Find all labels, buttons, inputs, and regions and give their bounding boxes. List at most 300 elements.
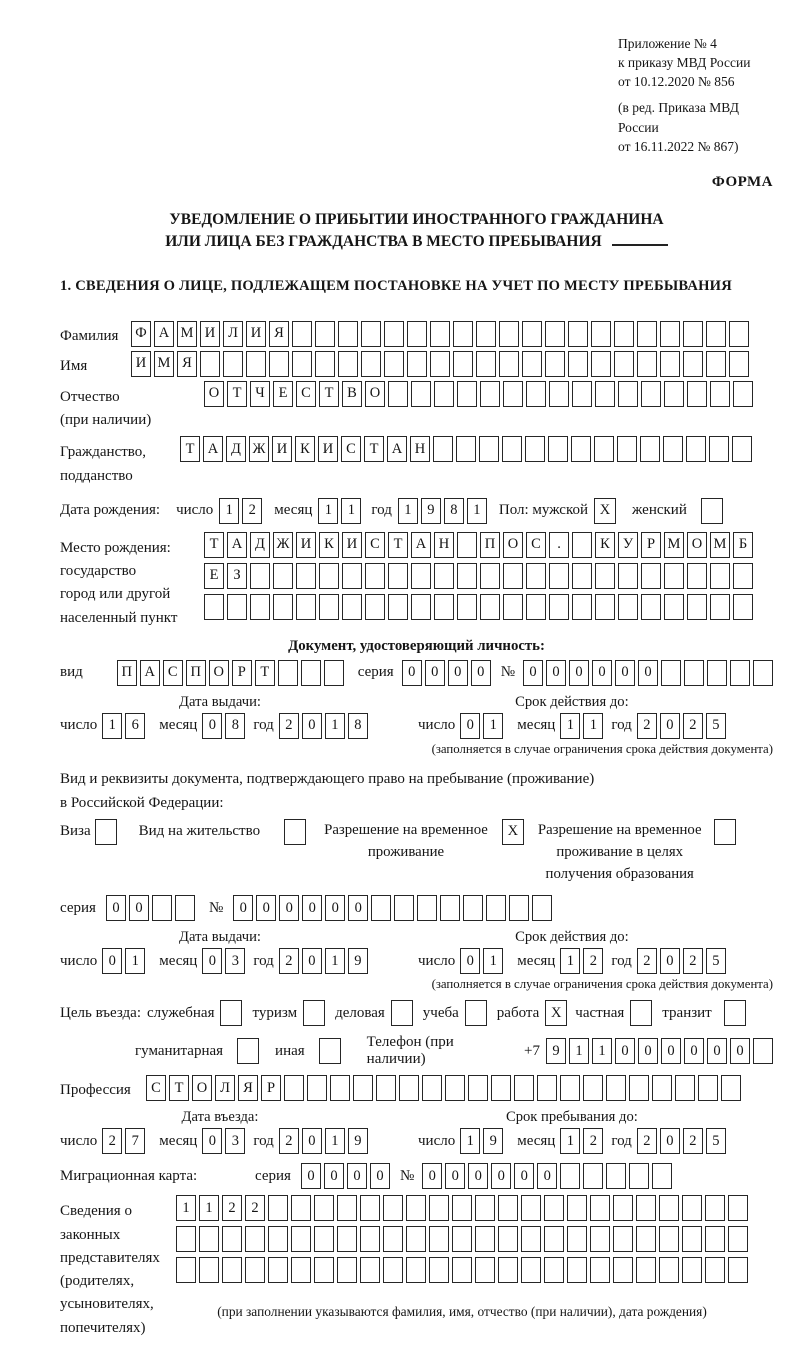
char-cell[interactable] [705,1226,725,1252]
char-cell[interactable] [227,594,247,620]
char-cell[interactable]: 0 [256,895,276,921]
char-cell[interactable]: Н [410,436,430,462]
char-cell[interactable]: 2 [583,948,603,974]
char-cell[interactable] [705,1257,725,1283]
char-cell[interactable] [479,436,499,462]
char-cell[interactable] [445,1075,465,1101]
char-cell[interactable]: 8 [225,713,245,739]
char-cell[interactable]: Т [227,381,247,407]
char-cell[interactable]: Ф [131,321,151,347]
char-cell[interactable] [429,1257,449,1283]
char-cell[interactable] [476,321,496,347]
char-cell[interactable]: 2 [222,1195,242,1221]
char-cell[interactable] [491,1075,511,1101]
char-cell[interactable]: 0 [460,948,480,974]
char-cell[interactable] [406,1226,426,1252]
char-cell[interactable] [503,563,523,589]
char-cell[interactable] [284,1075,304,1101]
char-cell[interactable] [753,1038,773,1064]
char-cell[interactable]: 1 [325,713,345,739]
char-cell[interactable]: 0 [348,895,368,921]
char-cell[interactable] [452,1226,472,1252]
char-cell[interactable]: Л [223,321,243,347]
char-cell[interactable] [698,1075,718,1101]
char-cell[interactable]: О [503,532,523,558]
char-cell[interactable]: 0 [638,1038,658,1064]
char-cell[interactable]: 0 [661,1038,681,1064]
char-cell[interactable] [733,594,753,620]
char-cell[interactable] [572,381,592,407]
char-cell[interactable]: 0 [129,895,149,921]
char-cell[interactable]: И [318,436,338,462]
char-cell[interactable] [503,381,523,407]
char-cell[interactable] [618,594,638,620]
char-cell[interactable] [537,1075,557,1101]
char-cell[interactable] [476,351,496,377]
char-cell[interactable] [291,1257,311,1283]
char-cell[interactable] [641,594,661,620]
char-cell[interactable] [434,594,454,620]
char-cell[interactable]: 1 [341,498,361,524]
char-cell[interactable]: 0 [615,1038,635,1064]
char-cell[interactable]: Ж [249,436,269,462]
char-cell[interactable] [457,594,477,620]
char-cell[interactable]: Т [204,532,224,558]
char-cell[interactable] [525,436,545,462]
char-cell[interactable] [376,1075,396,1101]
char-cell[interactable]: 1 [325,1128,345,1154]
char-cell[interactable]: И [200,321,220,347]
char-cell[interactable] [590,1257,610,1283]
char-cell[interactable]: 2 [245,1195,265,1221]
char-cell[interactable] [176,1226,196,1252]
char-cell[interactable]: X [502,819,524,845]
char-cell[interactable] [292,351,312,377]
char-cell[interactable] [544,1195,564,1221]
char-cell[interactable]: 0 [302,895,322,921]
char-cell[interactable] [200,351,220,377]
char-cell[interactable] [465,1000,487,1026]
char-cell[interactable] [733,563,753,589]
char-cell[interactable] [545,321,565,347]
char-cell[interactable] [475,1226,495,1252]
char-cell[interactable] [636,1226,656,1252]
char-cell[interactable]: 2 [637,948,657,974]
char-cell[interactable]: 1 [176,1195,196,1221]
char-cell[interactable] [452,1195,472,1221]
char-cell[interactable] [430,351,450,377]
char-cell[interactable] [273,563,293,589]
char-cell[interactable]: З [227,563,247,589]
char-cell[interactable] [705,1195,725,1221]
char-cell[interactable] [682,1195,702,1221]
char-cell[interactable] [457,532,477,558]
char-cell[interactable] [411,381,431,407]
char-cell[interactable]: 1 [125,948,145,974]
char-cell[interactable] [636,1195,656,1221]
char-cell[interactable] [606,1163,626,1189]
char-cell[interactable] [568,321,588,347]
char-cell[interactable] [560,1163,580,1189]
char-cell[interactable] [714,819,736,845]
char-cell[interactable] [342,563,362,589]
char-cell[interactable]: 1 [102,713,122,739]
char-cell[interactable] [687,594,707,620]
char-cell[interactable] [594,436,614,462]
char-cell[interactable]: 8 [348,713,368,739]
char-cell[interactable]: 0 [422,1163,442,1189]
char-cell[interactable]: 0 [106,895,126,921]
char-cell[interactable] [521,1226,541,1252]
char-cell[interactable]: 0 [660,1128,680,1154]
char-cell[interactable]: О [687,532,707,558]
char-cell[interactable] [152,895,172,921]
char-cell[interactable] [660,321,680,347]
char-cell[interactable] [273,594,293,620]
char-cell[interactable] [548,436,568,462]
char-cell[interactable] [682,1257,702,1283]
char-cell[interactable]: Ж [273,532,293,558]
char-cell[interactable] [246,351,266,377]
char-cell[interactable] [618,381,638,407]
char-cell[interactable]: 0 [468,1163,488,1189]
char-cell[interactable] [361,321,381,347]
char-cell[interactable] [360,1257,380,1283]
char-cell[interactable] [522,321,542,347]
char-cell[interactable]: К [319,532,339,558]
char-cell[interactable]: 0 [569,660,589,686]
char-cell[interactable] [268,1195,288,1221]
char-cell[interactable]: 2 [279,713,299,739]
char-cell[interactable]: А [227,532,247,558]
char-cell[interactable] [353,1075,373,1101]
char-cell[interactable]: С [365,532,385,558]
char-cell[interactable]: 0 [592,660,612,686]
char-cell[interactable]: 0 [325,895,345,921]
char-cell[interactable]: О [209,660,229,686]
char-cell[interactable] [296,594,316,620]
char-cell[interactable]: X [545,1000,567,1026]
char-cell[interactable] [434,381,454,407]
char-cell[interactable] [583,1075,603,1101]
char-cell[interactable] [664,594,684,620]
char-cell[interactable]: Т [180,436,200,462]
char-cell[interactable] [220,1000,242,1026]
char-cell[interactable] [664,563,684,589]
char-cell[interactable] [384,351,404,377]
char-cell[interactable] [549,381,569,407]
char-cell[interactable]: И [272,436,292,462]
char-cell[interactable]: Ч [250,381,270,407]
char-cell[interactable] [411,563,431,589]
char-cell[interactable]: 0 [660,948,680,974]
char-cell[interactable]: 1 [199,1195,219,1221]
char-cell[interactable] [753,660,773,686]
char-cell[interactable] [613,1195,633,1221]
char-cell[interactable] [532,895,552,921]
char-cell[interactable]: 1 [560,713,580,739]
char-cell[interactable]: 0 [707,1038,727,1064]
char-cell[interactable]: 1 [583,713,603,739]
char-cell[interactable]: С [163,660,183,686]
char-cell[interactable]: 0 [202,1128,222,1154]
char-cell[interactable]: 0 [638,660,658,686]
char-cell[interactable]: 9 [546,1038,566,1064]
char-cell[interactable] [319,594,339,620]
char-cell[interactable] [545,351,565,377]
char-cell[interactable]: 1 [325,948,345,974]
char-cell[interactable] [411,594,431,620]
char-cell[interactable] [268,1257,288,1283]
char-cell[interactable] [338,351,358,377]
char-cell[interactable]: А [154,321,174,347]
char-cell[interactable]: 9 [421,498,441,524]
char-cell[interactable] [314,1257,334,1283]
char-cell[interactable] [95,819,117,845]
char-cell[interactable] [383,1257,403,1283]
char-cell[interactable] [407,321,427,347]
char-cell[interactable] [278,660,298,686]
char-cell[interactable] [591,351,611,377]
char-cell[interactable] [388,381,408,407]
char-cell[interactable] [544,1226,564,1252]
char-cell[interactable]: 1 [483,948,503,974]
char-cell[interactable] [337,1226,357,1252]
char-cell[interactable] [337,1257,357,1283]
char-cell[interactable] [659,1226,679,1252]
char-cell[interactable]: 2 [102,1128,122,1154]
char-cell[interactable] [560,1075,580,1101]
char-cell[interactable]: Т [388,532,408,558]
char-cell[interactable] [175,895,195,921]
char-cell[interactable] [429,1195,449,1221]
char-cell[interactable] [613,1226,633,1252]
char-cell[interactable] [307,1075,327,1101]
char-cell[interactable] [659,1195,679,1221]
char-cell[interactable]: 0 [730,1038,750,1064]
char-cell[interactable]: И [131,351,151,377]
char-cell[interactable] [456,436,476,462]
char-cell[interactable]: Я [177,351,197,377]
char-cell[interactable]: И [342,532,362,558]
char-cell[interactable] [710,563,730,589]
char-cell[interactable]: М [177,321,197,347]
char-cell[interactable]: 1 [467,498,487,524]
char-cell[interactable] [706,351,726,377]
char-cell[interactable]: 1 [569,1038,589,1064]
char-cell[interactable] [521,1257,541,1283]
char-cell[interactable]: С [146,1075,166,1101]
char-cell[interactable] [728,1257,748,1283]
char-cell[interactable]: О [204,381,224,407]
char-cell[interactable]: Л [215,1075,235,1101]
char-cell[interactable] [509,895,529,921]
char-cell[interactable]: Н [434,532,454,558]
char-cell[interactable]: 0 [514,1163,534,1189]
char-cell[interactable] [572,594,592,620]
char-cell[interactable] [728,1195,748,1221]
char-cell[interactable] [319,563,339,589]
char-cell[interactable] [710,594,730,620]
char-cell[interactable]: 0 [279,895,299,921]
char-cell[interactable]: 0 [302,1128,322,1154]
char-cell[interactable] [204,594,224,620]
char-cell[interactable]: Д [250,532,270,558]
char-cell[interactable]: М [710,532,730,558]
char-cell[interactable] [590,1226,610,1252]
char-cell[interactable] [707,660,727,686]
char-cell[interactable] [250,594,270,620]
char-cell[interactable] [664,381,684,407]
char-cell[interactable] [429,1226,449,1252]
char-cell[interactable] [388,594,408,620]
char-cell[interactable] [199,1257,219,1283]
char-cell[interactable]: 0 [302,713,322,739]
char-cell[interactable]: 0 [370,1163,390,1189]
char-cell[interactable] [721,1075,741,1101]
char-cell[interactable]: 0 [684,1038,704,1064]
char-cell[interactable] [453,321,473,347]
char-cell[interactable] [176,1257,196,1283]
char-cell[interactable] [342,594,362,620]
char-cell[interactable] [291,1226,311,1252]
char-cell[interactable]: 2 [583,1128,603,1154]
char-cell[interactable] [641,563,661,589]
char-cell[interactable] [222,1226,242,1252]
char-cell[interactable] [526,563,546,589]
char-cell[interactable]: Я [269,321,289,347]
char-cell[interactable] [319,1038,341,1064]
char-cell[interactable] [453,351,473,377]
char-cell[interactable]: 0 [202,948,222,974]
char-cell[interactable] [567,1195,587,1221]
char-cell[interactable] [296,563,316,589]
char-cell[interactable] [440,895,460,921]
char-cell[interactable]: Р [641,532,661,558]
char-cell[interactable] [682,1226,702,1252]
char-cell[interactable] [675,1075,695,1101]
char-cell[interactable] [683,321,703,347]
char-cell[interactable] [732,436,752,462]
char-cell[interactable] [498,1257,518,1283]
char-cell[interactable] [502,436,522,462]
char-cell[interactable]: 1 [592,1038,612,1064]
char-cell[interactable]: Е [273,381,293,407]
char-cell[interactable] [568,351,588,377]
char-cell[interactable]: 0 [537,1163,557,1189]
char-cell[interactable] [486,895,506,921]
char-cell[interactable] [337,1195,357,1221]
char-cell[interactable]: 2 [242,498,262,524]
char-cell[interactable] [614,321,634,347]
char-cell[interactable] [468,1075,488,1101]
char-cell[interactable] [729,321,749,347]
char-cell[interactable]: Е [204,563,224,589]
char-cell[interactable]: 5 [706,948,726,974]
char-cell[interactable]: 0 [301,1163,321,1189]
char-cell[interactable]: М [664,532,684,558]
char-cell[interactable] [407,351,427,377]
char-cell[interactable] [636,1257,656,1283]
char-cell[interactable] [314,1195,334,1221]
char-cell[interactable]: Т [255,660,275,686]
char-cell[interactable] [687,563,707,589]
char-cell[interactable]: 9 [348,1128,368,1154]
char-cell[interactable]: А [387,436,407,462]
char-cell[interactable] [457,563,477,589]
char-cell[interactable]: 0 [615,660,635,686]
char-cell[interactable] [480,381,500,407]
char-cell[interactable] [514,1075,534,1101]
char-cell[interactable] [724,1000,746,1026]
char-cell[interactable] [591,321,611,347]
char-cell[interactable] [430,321,450,347]
char-cell[interactable] [250,563,270,589]
char-cell[interactable]: X [594,498,616,524]
char-cell[interactable] [330,1075,350,1101]
char-cell[interactable]: А [411,532,431,558]
char-cell[interactable]: 1 [483,713,503,739]
char-cell[interactable] [498,1226,518,1252]
char-cell[interactable] [710,381,730,407]
char-cell[interactable]: 3 [225,1128,245,1154]
char-cell[interactable] [613,1257,633,1283]
char-cell[interactable] [549,563,569,589]
char-cell[interactable]: 0 [202,713,222,739]
char-cell[interactable] [292,321,312,347]
char-cell[interactable] [384,321,404,347]
char-cell[interactable]: 0 [491,1163,511,1189]
char-cell[interactable] [245,1226,265,1252]
char-cell[interactable] [521,1195,541,1221]
char-cell[interactable]: П [480,532,500,558]
char-cell[interactable] [661,660,681,686]
char-cell[interactable]: 0 [324,1163,344,1189]
char-cell[interactable] [237,1038,259,1064]
char-cell[interactable] [549,594,569,620]
char-cell[interactable] [245,1257,265,1283]
char-cell[interactable] [730,660,750,686]
char-cell[interactable] [383,1195,403,1221]
char-cell[interactable]: 0 [347,1163,367,1189]
char-cell[interactable]: И [246,321,266,347]
char-cell[interactable]: 0 [523,660,543,686]
char-cell[interactable]: А [140,660,160,686]
char-cell[interactable] [422,1075,442,1101]
char-cell[interactable]: В [342,381,362,407]
char-cell[interactable]: К [295,436,315,462]
char-cell[interactable]: Я [238,1075,258,1101]
char-cell[interactable]: 5 [706,1128,726,1154]
char-cell[interactable] [399,1075,419,1101]
char-cell[interactable] [595,594,615,620]
char-cell[interactable] [606,1075,626,1101]
char-cell[interactable] [637,351,657,377]
char-cell[interactable]: М [154,351,174,377]
char-cell[interactable]: 0 [425,660,445,686]
char-cell[interactable] [590,1195,610,1221]
char-cell[interactable] [480,563,500,589]
char-cell[interactable] [709,436,729,462]
char-cell[interactable] [572,563,592,589]
char-cell[interactable] [463,895,483,921]
char-cell[interactable] [499,351,519,377]
char-cell[interactable]: Р [232,660,252,686]
char-cell[interactable]: 0 [102,948,122,974]
char-cell[interactable]: 2 [683,948,703,974]
char-cell[interactable]: . [549,532,569,558]
char-cell[interactable] [434,563,454,589]
